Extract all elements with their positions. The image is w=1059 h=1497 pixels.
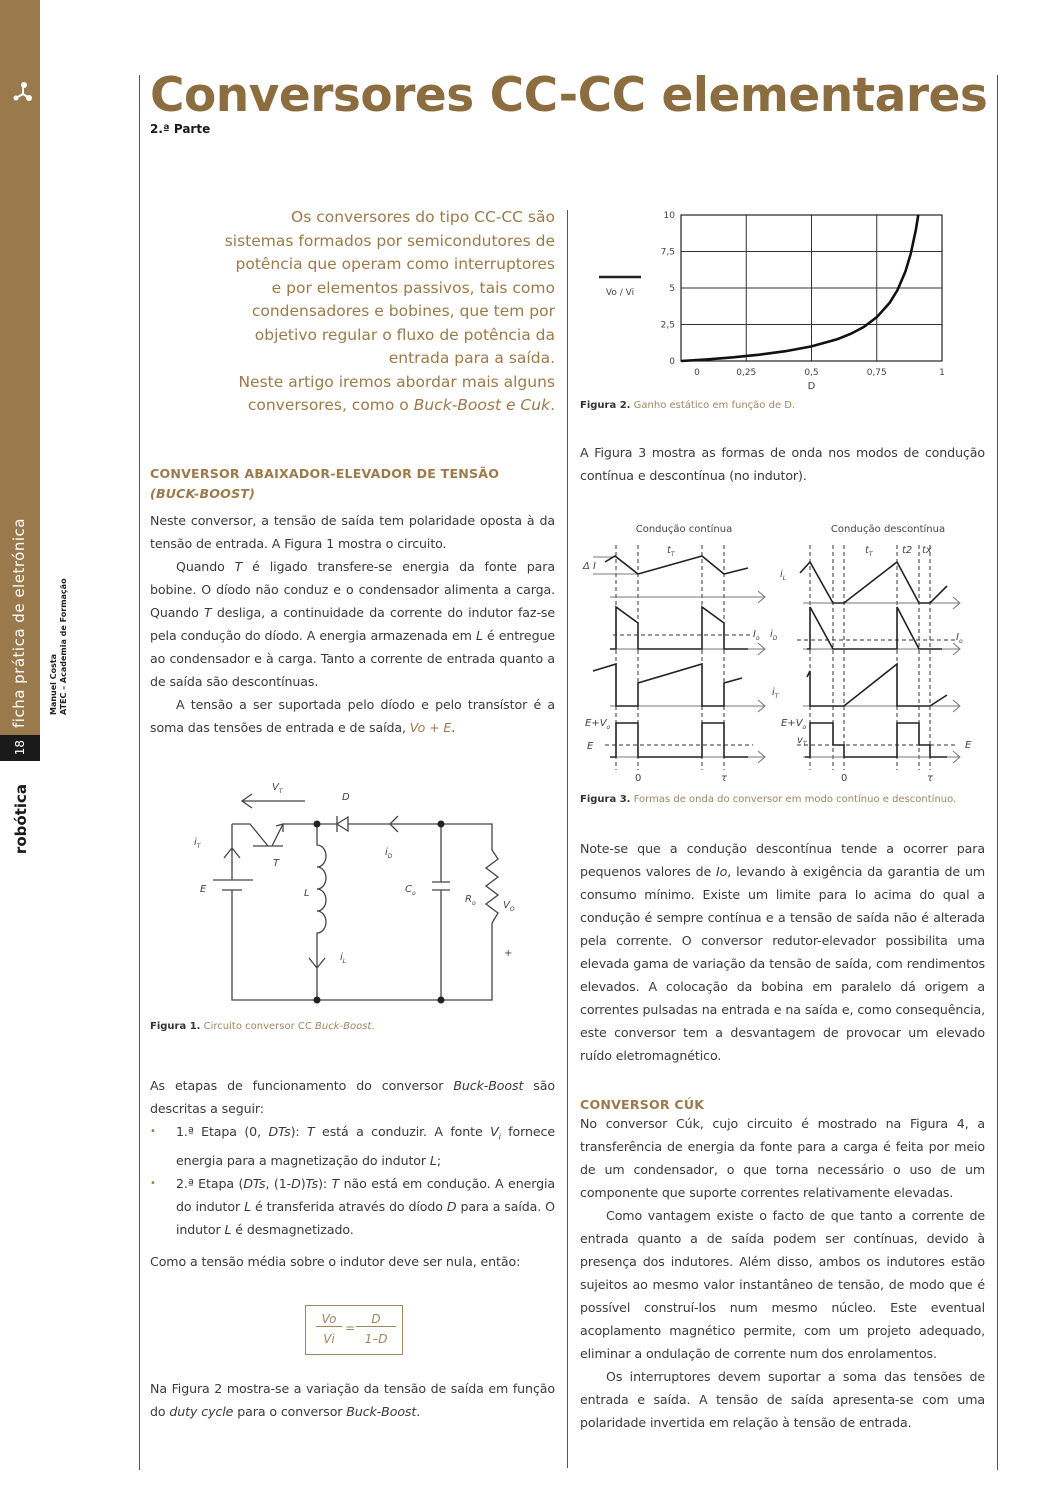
label-it: $i_T$	[772, 687, 779, 700]
wave-il-discontinuous	[800, 562, 947, 603]
paragraph-discontinuous	[580, 837, 985, 1067]
wire	[232, 824, 492, 1000]
label-e: E	[200, 884, 207, 895]
t: duty cycle	[169, 1404, 234, 1419]
intro-line: Os conversores do tipo CC-CC são	[291, 208, 555, 226]
label-t2: t2	[902, 545, 913, 556]
t: .	[371, 1021, 375, 1032]
label-vt: $V_T$	[272, 782, 283, 795]
t: é entregue ao condensador e à carga. Tanto a corrente de entrada quanto a de saída são descontínuas.	[150, 628, 555, 689]
t: Buck-Boost	[315, 1021, 372, 1032]
resistor	[486, 850, 498, 923]
figure-2-caption	[580, 400, 795, 411]
page-title: Conversores CC-CC elementares	[150, 68, 988, 123]
caption-label: Figura 1.	[150, 1021, 201, 1032]
y-tick-label: 10	[663, 211, 675, 221]
t: T	[203, 605, 212, 620]
t: é desmagnetizado.	[231, 1221, 354, 1237]
t: está a conduzir. A fonte	[314, 1124, 491, 1139]
tick-tau-right: τ	[927, 773, 934, 784]
buck-boost-body	[150, 509, 555, 739]
node-dot	[314, 821, 321, 828]
t: L	[475, 628, 483, 643]
section-heading-buck-boost: CONVERSOR ABAIXADOR-ELEVADOR DE TENSÃO	[150, 466, 500, 481]
tick-tau-left: τ	[721, 773, 728, 784]
page-number: 18	[13, 740, 27, 756]
intro-line: e por elementos passivos, tais como	[271, 278, 555, 297]
transistor-emitter	[272, 824, 283, 846]
section-heading-cuk: CONVERSOR CÚK	[580, 1097, 705, 1112]
wave-id-continuous	[610, 607, 748, 649]
inductor	[317, 824, 326, 1000]
t: )	[300, 1175, 306, 1191]
y-tick-label: 5	[669, 284, 675, 294]
list-item	[150, 1120, 555, 1172]
t: L	[244, 1198, 251, 1214]
tick-zero-left: 0	[635, 773, 642, 784]
t: T	[307, 1124, 315, 1139]
t: Buck-Boost	[453, 1078, 524, 1093]
paragraph: No conversor Cúk, cujo circuito é mostrado na Figura 4, a transferência de energia da fonte para a carga é feita por meio de um condensador, o que torna necessário o uso de um componente que suporte correntes relativamente elevadas.	[580, 1116, 985, 1200]
diode	[337, 816, 348, 832]
label-tx: tx	[922, 545, 932, 556]
paragraph	[150, 693, 555, 739]
t: ;	[436, 1152, 441, 1168]
label-io-right: $I_o$	[956, 632, 963, 645]
t: T	[234, 559, 243, 574]
t: Vo + E	[409, 720, 452, 735]
t: Ganho estático em função de D.	[630, 400, 796, 411]
label-d: D	[342, 792, 350, 803]
t: i	[498, 1132, 501, 1142]
node-dot	[438, 997, 445, 1004]
wave-id-discontinuous	[807, 607, 942, 649]
t: fornece energia para a magnetização do indutor	[176, 1124, 555, 1168]
magazine-name: robótica	[12, 784, 30, 855]
label-e-right: E	[965, 740, 972, 751]
y-axis-label: Vo / Vi	[605, 288, 635, 298]
t: T	[331, 1175, 340, 1191]
caption-label: Figura 2.	[580, 400, 631, 411]
x-tick-label: 1	[939, 368, 945, 378]
wave-it-continuous	[593, 664, 742, 706]
author-affiliation: ATEC – Academia de Formação	[59, 578, 68, 715]
label-evo-left: $E+V_o$	[585, 718, 611, 731]
intro-text-italic: Buck-Boost e Cuk	[413, 396, 551, 414]
caption-label: Figura 3.	[580, 794, 631, 805]
t: ):	[318, 1175, 332, 1191]
x-tick-label: 0,5	[804, 368, 819, 378]
formula-denominator-right: 1–D	[364, 1332, 388, 1346]
right-rule	[997, 75, 998, 1470]
list-item	[150, 1172, 555, 1241]
intro-line: potência que operam como interruptores	[235, 255, 555, 273]
t: D	[291, 1175, 301, 1191]
label-vo: $V_O$	[503, 900, 515, 913]
paragraph: Neste conversor, a tensão de saída tem polaridade oposta à da tensão de entrada. A Figura 1 mostra o circuito.	[150, 513, 555, 551]
node-dot	[438, 821, 445, 828]
node-dot	[314, 997, 321, 1004]
figure-2-chart	[575, 205, 985, 400]
t: V	[490, 1124, 499, 1139]
column-rule	[567, 210, 568, 1468]
y-tick-label: 7,5	[660, 247, 675, 258]
y-tick-label: 0	[669, 357, 675, 367]
label-io-left: $I_o$	[753, 629, 760, 642]
figure-3-caption	[580, 794, 956, 805]
paragraph-figure-2	[150, 1377, 555, 1423]
time-axes	[593, 557, 960, 763]
t: , (1-	[265, 1175, 292, 1191]
tick-zero-right: 0	[841, 773, 848, 784]
title-discontinuous: Condução descontínua	[830, 524, 946, 535]
formula-box	[305, 1305, 403, 1355]
label-t: T	[273, 858, 280, 869]
voltage-arrow-vt	[242, 794, 305, 808]
t: Quando	[176, 559, 235, 574]
label-il: $i_L$	[780, 569, 787, 582]
label-l: L	[304, 888, 310, 899]
x-tick-label: 0,25	[736, 368, 757, 378]
section-label: ficha prática de eletrónica	[10, 518, 28, 728]
t: Circuito conversor CC	[200, 1021, 316, 1032]
author-name: Manuel Costa	[49, 653, 58, 715]
label-ro: $R_o$	[465, 894, 476, 907]
intro-text-part: .	[550, 396, 555, 414]
t: 1.ª Etapa (0,	[176, 1124, 269, 1139]
left-rule	[139, 75, 140, 1470]
label-tt-left: $t_T$	[667, 545, 675, 558]
paragraph	[150, 1074, 555, 1120]
intro-text	[200, 206, 555, 418]
intro-line	[200, 394, 555, 418]
stages-body	[150, 1074, 555, 1241]
t: Na Figura 2 mostra-se a variação da tensão de saída em função do	[150, 1381, 555, 1419]
label-delta-i: Δ I	[583, 561, 596, 572]
formula-numerator-left: Vo	[316, 1312, 342, 1327]
title-continuous: Condução contínua	[635, 524, 733, 535]
x-tick-label: 0	[694, 368, 700, 378]
capacitor	[432, 824, 450, 1000]
t: é transferida através do díodo	[250, 1198, 447, 1214]
stages-list	[150, 1120, 555, 1241]
t: Buck-Boost	[346, 1404, 417, 1419]
t: D	[446, 1198, 457, 1214]
t: não está em condução. A energia do indutor	[176, 1175, 555, 1214]
wave-it-discontinuous	[807, 664, 947, 706]
t: , levando à exigência da garantia de um consumo mínimo. Existe um limite para Io acima do qual a condução é sempre contínua e a tensão de saída não é alterada pela corrente. O conversor redutor-elevador possibilita uma elevada gama de variação da tensão de saída, com rendimentos elevados. A colocação da bobina em paralelo dá origem a correntes pulsadas na entrada e na saída e, como consequência, este conversor tem a desvantagem de provocar um elevado ruído eletromagnético.	[580, 864, 985, 1063]
paragraph-average-voltage: Como a tensão média sobre o indutor deve ser nula, então:	[150, 1254, 521, 1269]
intro-line: condensadores e bobines, que tem por	[251, 302, 555, 320]
waveforms	[593, 556, 947, 757]
section-subheading-buck-boost: (BUCK-BOOST)	[150, 486, 256, 501]
label-co: $C_o$	[405, 884, 416, 897]
molecule-icon	[12, 80, 34, 104]
intro-line: sistemas formados por semicondutores de	[224, 231, 555, 250]
t: para a saída. O indutor	[176, 1198, 555, 1237]
paragraph: Como vantagem existe o facto de que tanto a corrente de entrada quanto a de saída podem ser contínuas, devido à presença dos indutores. Além disso, ambos os indutores estão sujeitos ao mesmo valor instantâneo de tensão, de modo que é possível construí-los num mesmo núcleo. Este eventual acoplamento magnético permite, com um projeto adequado, eliminar a ondulação de corrente num dos enrolamentos.	[580, 1208, 985, 1361]
paragraph	[150, 555, 555, 693]
label-id: $i_D$	[770, 629, 778, 642]
x-tick-label: 0,75	[866, 368, 887, 378]
formula-denominator-left: Vi	[323, 1332, 335, 1346]
intro-line: objetivo regular o fluxo de potência da	[254, 325, 555, 344]
t: .	[416, 1404, 421, 1419]
t: DTs	[268, 1124, 291, 1139]
label-vt: $v_T$	[797, 735, 807, 748]
t: A tensão a ser suportada pelo díodo e pelo transístor é a soma das tensões de entrada e de saída,	[150, 697, 555, 735]
page-subtitle: 2.ª Parte	[150, 122, 211, 136]
t: Io	[716, 864, 728, 879]
y-tick-label: 2,5	[660, 320, 675, 331]
t: para o conversor	[233, 1404, 347, 1419]
label-id: $i_D$	[385, 847, 393, 860]
t: ):	[290, 1124, 308, 1139]
t: Formas de onda do conversor em modo contínuo e descontínuo.	[630, 794, 957, 805]
t: L	[224, 1221, 232, 1237]
formula-equals: =	[345, 1321, 356, 1335]
t: .	[451, 720, 456, 735]
wave-vt-continuous	[610, 723, 748, 757]
cuk-body	[580, 1112, 985, 1434]
t: desliga, a continuidade da corrente do indutor faz-se pela condução do díodo. A energia armazenada em	[150, 605, 555, 643]
t: são descritas a seguir:	[150, 1078, 555, 1116]
t: As etapas de funcionamento do conversor	[150, 1078, 454, 1093]
wave-il-continuous	[605, 556, 748, 574]
label-it: $i_T$	[194, 837, 201, 850]
intro-text-part: conversores, como o	[247, 396, 414, 414]
t: L	[429, 1152, 437, 1168]
figure-1-caption	[150, 1021, 375, 1032]
t: Note-se que a condução descontínua tende a ocorrer para pequenos valores de	[580, 841, 985, 879]
t: DTs	[243, 1175, 266, 1191]
label-plus: +	[504, 948, 513, 959]
intro-line: entrada para a saída.	[388, 349, 555, 367]
figure-3-waveforms	[575, 515, 995, 790]
label-evo-right: $E+V_o$	[781, 718, 807, 731]
intro-line: Neste artigo iremos abordar mais alguns	[238, 372, 555, 391]
t: é ligado transfere-se energia da fonte para bobine. O díodo não conduz e o condensador alimenta a carga. Quando	[150, 559, 555, 620]
figure-1-circuit	[180, 740, 540, 1015]
formula-numerator-right: D	[356, 1312, 396, 1327]
t: Ts	[305, 1175, 319, 1191]
label-tt-right: $t_T$	[865, 545, 873, 558]
t: 2.ª Etapa (	[176, 1175, 244, 1191]
label-e-left: E	[587, 741, 594, 752]
wave-vt-discontinuous	[805, 723, 947, 757]
label-il: $i_L$	[340, 952, 347, 965]
x-axis-label: D	[807, 381, 816, 392]
paragraph: Os interruptores devem suportar a soma das tensões de entrada e saída. A tensão de saída apresenta-se com uma polaridade invertida em relação à tensão de entrada.	[580, 1369, 985, 1430]
paragraph-figure-3-intro: A Figura 3 mostra as formas de onda nos modos de condução contínua e descontínua (no indutor).	[580, 445, 985, 483]
